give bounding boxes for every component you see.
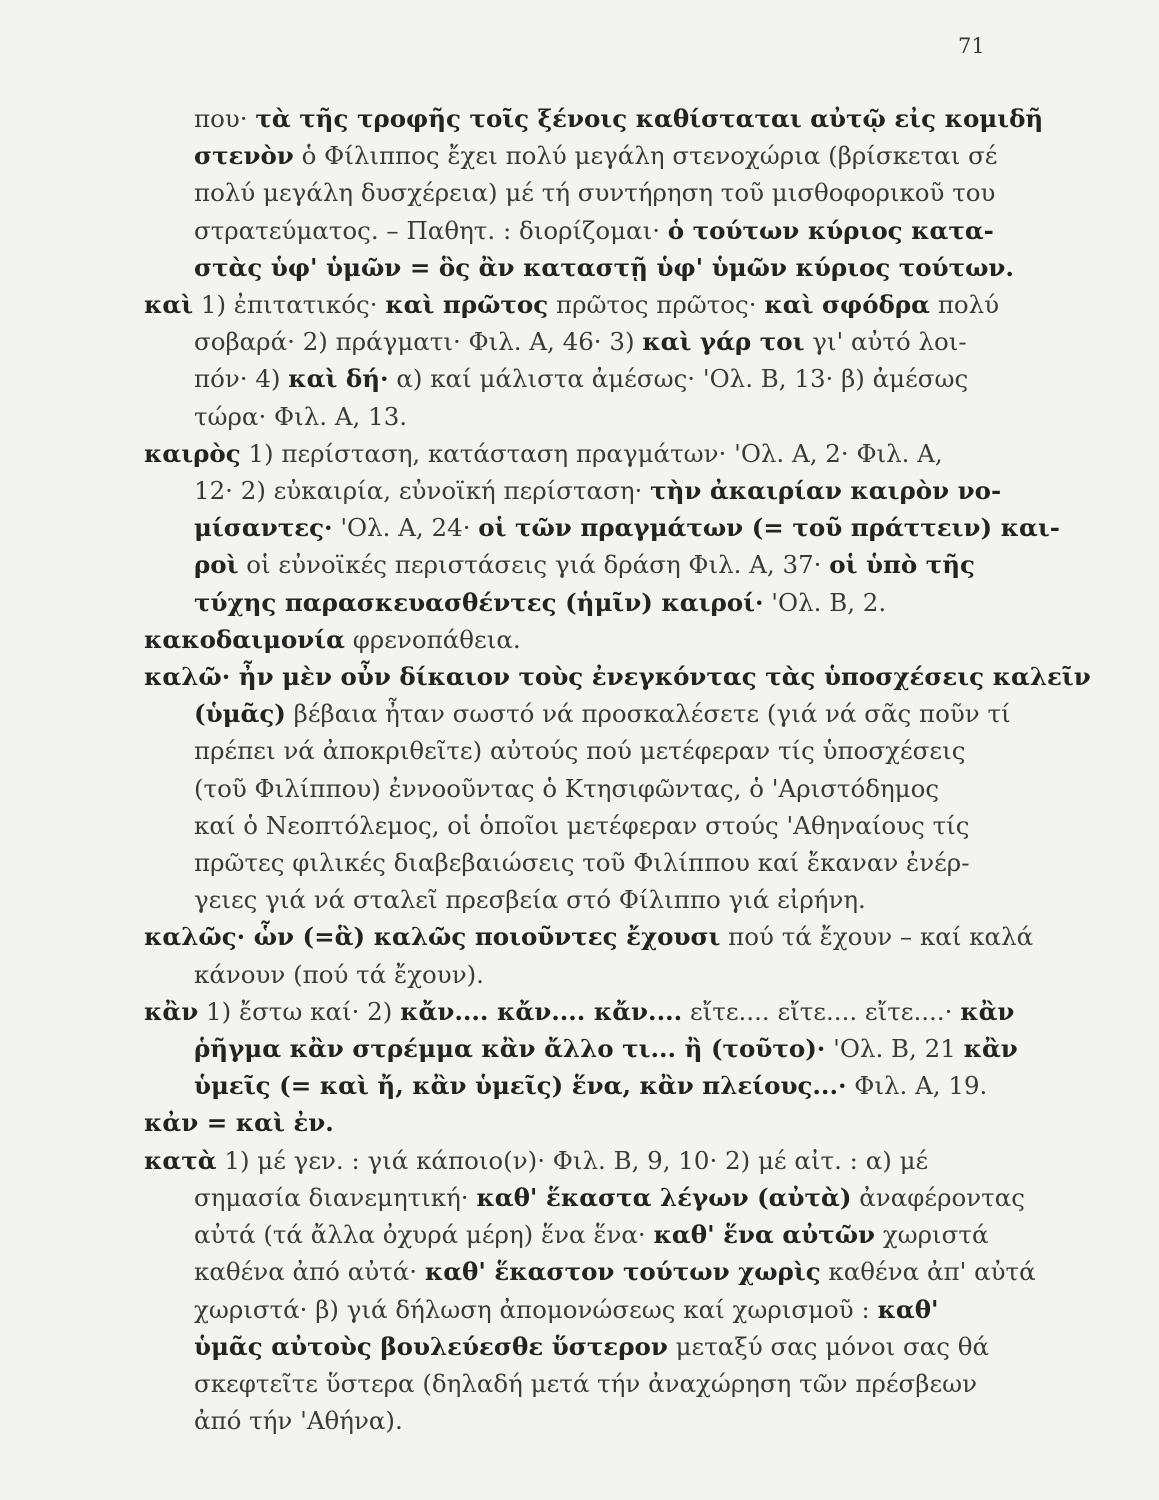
greek-text: σοβαρά· 2) πράγματι· Φιλ. Α, 46· 3) xyxy=(194,327,643,357)
entry-line xyxy=(144,732,1004,769)
greek-text: μεταξύ σας μόνοι σας θά xyxy=(667,1331,990,1361)
greek-text: βέβαια ἦταν σωστό νά προσκαλέσετε (γιά νά σᾶς ποῦν τί xyxy=(285,699,1011,729)
bold-greek-text: καὶ xyxy=(144,290,194,320)
greek-text: στρατεύματος. – Παθητ. : διορίζομαι· xyxy=(194,215,668,245)
page-number: 71 xyxy=(958,34,985,58)
bold-greek-text: καὶ πρῶτος xyxy=(385,290,549,320)
entry-line xyxy=(144,621,1004,658)
bold-greek-text: καὶ δή· xyxy=(288,364,389,394)
greek-text: Φιλ. Α, 19. xyxy=(846,1071,988,1101)
entry-line xyxy=(144,174,1004,211)
greek-text: γι' αὐτό λοι- xyxy=(804,327,967,357)
greek-text: πού τά ἔχουν – καί καλά xyxy=(720,922,1034,952)
entry-line xyxy=(144,918,1034,955)
greek-text: ὁ Φίλιππος ἔχει πολύ μεγάλη στενοχώρια (βρίσκεται σέ xyxy=(293,141,998,171)
greek-text: καί ὁ Νεοπτόλεμος, οἱ ὁποῖοι μετέφεραν στούς 'Αθηναίους τίς xyxy=(194,810,970,840)
greek-text: εἴτε.... εἴτε.... εἴτε....· xyxy=(682,996,961,1026)
greek-text: πρῶτος πρῶτος· xyxy=(548,290,765,320)
greek-text: πολύ μεγάλη δυσχέρεια) μέ τή συντήρηση τοῦ μισθοφορικοῦ του xyxy=(194,178,996,208)
bold-greek-text: τὴν ἀκαιρίαν καιρὸν νο- xyxy=(650,476,1002,506)
greek-text: κάνουν (πού τά ἔχουν). xyxy=(194,959,484,989)
greek-text: πόν· 4) xyxy=(194,364,289,394)
entry-line xyxy=(144,1216,1004,1253)
bold-greek-text: κἂν xyxy=(960,996,1015,1026)
greek-text: α) καί μάλιστα ἀμέσως· 'Ολ. Β, 13· β) ἀμέσως xyxy=(388,364,969,394)
entry-line xyxy=(144,435,1004,472)
greek-text: αὐτά (τά ἄλλα ὀχυρά μέρη) ἕνα ἕνα· xyxy=(194,1220,654,1250)
bold-greek-text: στενὸν xyxy=(194,141,294,171)
entry-line xyxy=(144,286,1004,323)
entry-line xyxy=(144,1328,1004,1365)
greek-text: (τοῦ Φιλίππου) ἐννοοῦντας ὁ Κτησιφῶντας, ὁ 'Αριστόδημος xyxy=(194,773,940,803)
greek-text: που· xyxy=(194,104,256,133)
entry-line xyxy=(144,881,1004,918)
entry-line xyxy=(144,1067,1004,1104)
entry-line xyxy=(144,993,1015,1030)
greek-text: 'Ολ. Α, 24· xyxy=(332,513,479,543)
greek-text: 12· 2) εὐκαιρία, εὐνοϊκή περίσταση· xyxy=(194,476,651,506)
entry-line xyxy=(144,1030,1018,1067)
entry-line xyxy=(144,1253,1036,1290)
bold-greek-text: ὑμεῖς (= καὶ ἤ, κἂν ὑμεῖς) ἕνα, κἂν πλείους...· xyxy=(194,1071,847,1101)
greek-text: φρενοπάθεια. xyxy=(344,624,521,654)
greek-text: τώρα· Φιλ. Α, 13. xyxy=(194,401,408,431)
greek-text: καθένα ἀπ' αὐτά xyxy=(820,1257,1036,1287)
dictionary-entry xyxy=(144,1104,1004,1141)
bold-greek-text: καὶ γάρ τοι xyxy=(642,327,805,357)
greek-text: ἀναφέροντας xyxy=(851,1182,1025,1212)
entry-line xyxy=(144,472,1004,509)
greek-text: ἀπό τήν 'Αθήνα). xyxy=(194,1406,403,1436)
entry-line xyxy=(144,1104,1004,1141)
greek-text: πολύ xyxy=(930,290,1000,320)
bold-greek-text: κατὰ xyxy=(144,1145,217,1175)
greek-text: 1) ἔστω καί· 2) xyxy=(198,996,401,1026)
greek-text: 1) μέ γεν. : γιά κάποιο(ν)· Φιλ. Β, 9, 10· 2) μέ αἰτ. : α) μέ xyxy=(216,1145,929,1175)
entry-line xyxy=(144,695,1011,732)
entry-line xyxy=(144,807,1004,844)
entry-line xyxy=(144,546,1004,583)
greek-text: 'Ολ. Β, 2. xyxy=(763,587,887,617)
dictionary-entry xyxy=(144,100,1044,286)
entry-line xyxy=(144,1402,1004,1439)
bold-greek-text: καὶ σφόδρα xyxy=(764,290,931,320)
greek-text: σημασία διανεμητική· xyxy=(194,1182,477,1212)
dictionary-entry xyxy=(144,658,1091,918)
entry-line xyxy=(144,1291,1004,1328)
bold-greek-text: κἂν xyxy=(963,1034,1018,1064)
bold-greek-text: τὰ τῆς τροφῆς τοῖς ξένοις καθίσταται αὐτῷ εἰς κομιδῆ xyxy=(255,104,1044,133)
greek-text: γειες γιά νά σταλεῖ πρεσβεία στό Φίλιππο γιά εἰρήνη. xyxy=(194,885,866,915)
greek-text: πρῶτες φιλικές διαβεβαιώσεις τοῦ Φιλίππου καί ἔκαναν ἐνέρ- xyxy=(194,848,970,878)
entry-line xyxy=(144,1365,1004,1402)
bold-greek-text: ὑμᾶς αὐτοὺς βουλεύεσθε ὕστερον xyxy=(194,1331,668,1361)
entry-line xyxy=(144,398,1004,435)
greek-text: 'Ολ. Β, 21 xyxy=(825,1034,964,1064)
bold-greek-text: οἱ τῶν πραγμάτων (= τοῦ πράττειν) και- xyxy=(478,513,1060,543)
bold-greek-text: οἱ ὑπὸ τῆς xyxy=(829,550,975,580)
dictionary-entry xyxy=(144,286,1004,435)
entry-line xyxy=(144,137,1004,174)
entry-line xyxy=(144,658,1091,695)
bold-greek-text: ὁ τούτων κύριος κατα- xyxy=(667,215,994,245)
bold-greek-text: καθ' ἕνα αὐτῶν xyxy=(653,1220,876,1250)
entry-line xyxy=(144,323,1004,360)
entry-line xyxy=(144,584,1004,621)
bold-greek-text: κἂν xyxy=(144,996,199,1026)
entry-line xyxy=(144,1179,1025,1216)
greek-text: 1) περίσταση, κατάσταση πραγμάτων· 'Ολ. Α, 2· Φιλ. Α, xyxy=(240,438,943,468)
bold-greek-text: καθ' xyxy=(877,1294,939,1324)
bold-greek-text: καλῶς· ὧν (=ἃ) καλῶς ποιοῦντες ἔχουσι xyxy=(144,922,721,952)
greek-text: χωριστά xyxy=(875,1220,989,1250)
greek-text: καθένα ἀπό αὐτά· xyxy=(194,1257,425,1287)
dictionary-entry xyxy=(144,1142,1036,1440)
bold-greek-text: καιρὸς xyxy=(144,438,241,468)
entry-line xyxy=(144,360,1004,397)
bold-greek-text: τύχης παρασκευασθέντες (ἡμῖν) καιροί· xyxy=(194,587,764,617)
entry-line xyxy=(144,956,1004,993)
entry-line xyxy=(144,509,1060,546)
bold-greek-text: καθ' ἕκαστον τούτων χωρὶς xyxy=(424,1257,821,1287)
bold-greek-text: κακοδαιμονία xyxy=(144,624,345,654)
bold-greek-text: μίσαντες· xyxy=(194,513,333,543)
bold-greek-text: καθ' ἕκαστα λέγων (αὐτὰ) xyxy=(476,1182,852,1212)
greek-text: πρέπει νά ἀποκριθεῖτε) αὐτούς πού μετέφεραν τίς ὑποσχέσεις xyxy=(194,736,966,766)
dictionary-entry xyxy=(144,993,1018,1105)
greek-text: χωριστά· β) γιά δήλωση ἀπομονώσεως καί χωρισμοῦ : xyxy=(194,1294,878,1324)
entry-line xyxy=(144,844,1004,881)
dictionary-entry xyxy=(144,435,1060,621)
dictionary-text xyxy=(144,100,1091,1439)
bold-greek-text: κἀν = καὶ ἐν. xyxy=(144,1108,334,1138)
entry-line xyxy=(144,100,1044,137)
bold-greek-text: (ὑμᾶς) xyxy=(194,699,286,729)
greek-text: σκεφτεῖτε ὕστερα (δηλαδή μετά τήν ἀναχώρηση τῶν πρέσβεων xyxy=(194,1368,978,1398)
bold-greek-text: κἄν.... κἄν.... κἄν.... xyxy=(400,996,683,1026)
greek-text: οἱ εὐνοϊκές περιστάσεις γιά δράση Φιλ. Α, 37· xyxy=(238,550,830,580)
entry-line xyxy=(144,212,1004,249)
dictionary-entry xyxy=(144,918,1034,992)
bold-greek-text: στὰς ὑφ' ὑμῶν = ὃς ἂν καταστῇ ὑφ' ὑμῶν κύριος τούτων. xyxy=(194,252,1014,282)
bold-greek-text: καλῶ· ἦν μὲν οὖν δίκαιον τοὺς ἐνεγκόντας τὰς ὑποσχέσεις καλεῖν xyxy=(144,662,1091,692)
entry-line xyxy=(144,249,1014,286)
greek-text: 1) ἐπιτατικός· xyxy=(193,290,386,320)
entry-line xyxy=(144,770,1004,807)
bold-greek-text: ροὶ xyxy=(194,550,239,580)
dictionary-entry xyxy=(144,621,1004,658)
entry-line xyxy=(144,1142,1004,1179)
bold-greek-text: ῥῆγμα κἂν στρέμμα κἂν ἄλλο τι... ἢ (τοῦτο)· xyxy=(194,1034,826,1064)
